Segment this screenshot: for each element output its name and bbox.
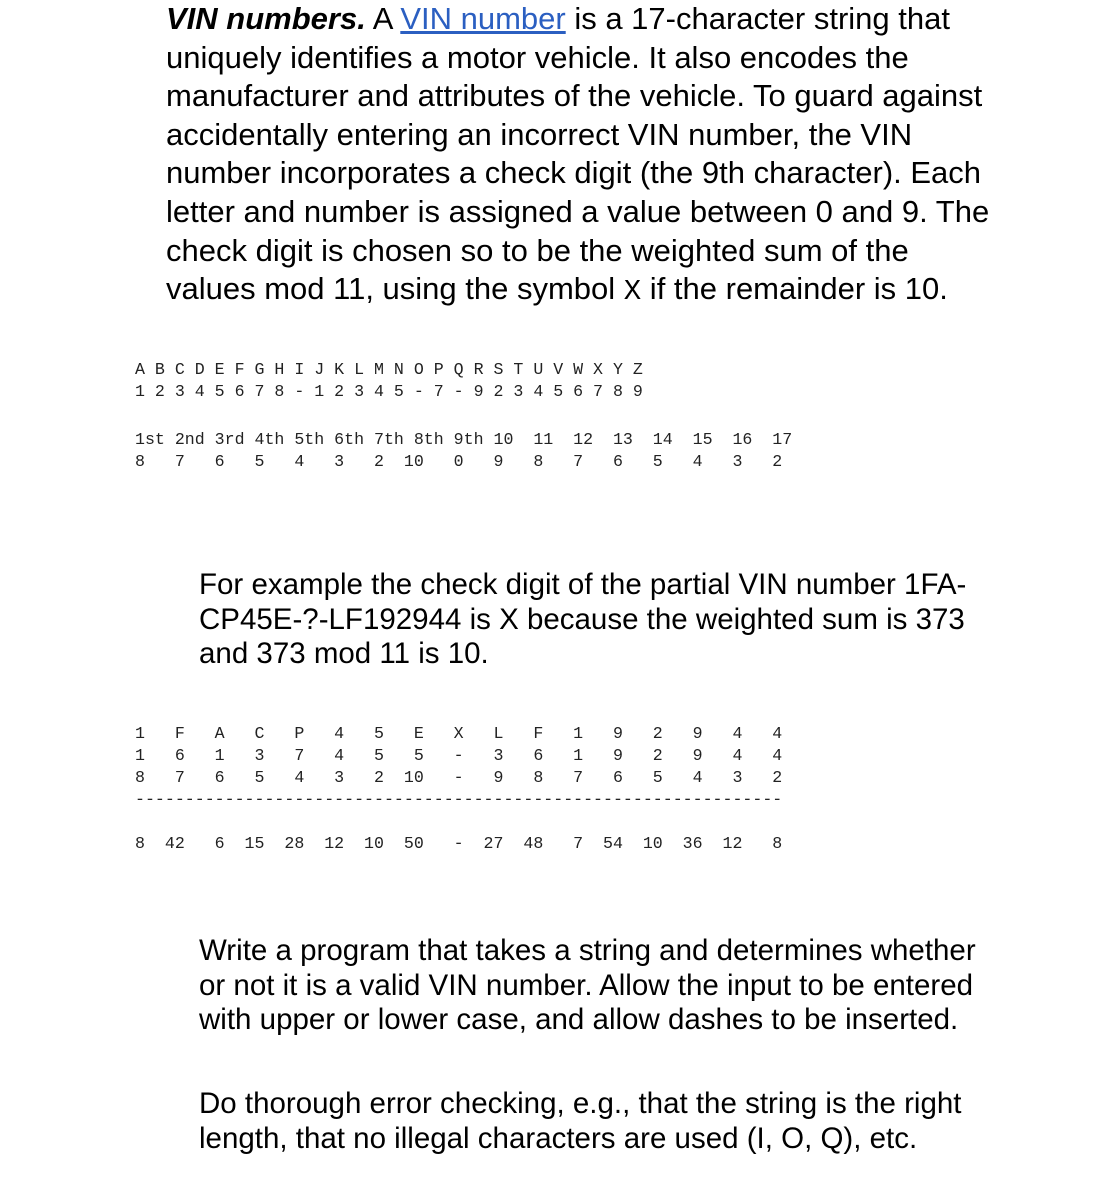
example-paragraph: For example the check digit of the partial VIN number 1FA-CP45E-?-LF192944 is X because the weighted sum is 373 and 373 mod 11 is 10. (199, 568, 967, 671)
intro-text-1: is a 17-character string that uniquely identifies a motor vehicle. It also encodes the manufacturer and attributes of the vehicle. To guard against accidentally entering an incorrect VIN number, the VIN number incorporates a check digit (the 9th character). Each letter and number is assigned a value between 0 and 9. The check digit is chosen so to be the weighted sum of the values mod 11, using the symbol (166, 1, 990, 307)
vin-number-link[interactable]: VIN number (400, 1, 566, 36)
letter-value-table: A B C D E F G H I J K L M N O P Q R S T U V W X Y Z 1 2 3 4 5 6 7 8 - 1 2 3 4 5 - 7 - 9 2 3 4 5 6 7 8 9 (135, 360, 643, 401)
intro-text-2: if the remainder is 10. (641, 271, 948, 307)
error-checking-paragraph: Do thorough error checking, e.g., that the string is the right length, that no illegal characters are used (I, O, Q), etc. (199, 1087, 962, 1155)
intro-paragraph (166, 0, 996, 312)
position-weight-table: 1st 2nd 3rd 4th 5th 6th 7th 8th 9th 10 11 12 13 14 15 16 17 8 7 6 5 4 3 2 10 0 9 8 7 6 5 4 3 2 (135, 430, 793, 471)
intro-title: VIN numbers. (166, 1, 366, 36)
intro-symbol: X (623, 275, 642, 309)
example-computation-table: 1 F A C P 4 5 E X L F 1 9 2 9 4 4 1 6 1 3 7 4 5 5 - 3 6 1 9 2 9 4 4 8 7 6 5 4 3 2 10 - 9 8 7 6 5 4 3 2 ----------------------------------------------------------------- 8 42 6 15 28 12 10 50 - 27 48 7 54 10 36 12 8 (135, 724, 783, 853)
intro-pre-link: A (365, 1, 401, 36)
task-paragraph: Write a program that takes a string and determines whether or not it is a valid VIN number. Allow the input to be entered with upper or lower case, and allow dashes to be inserted. (199, 934, 976, 1037)
